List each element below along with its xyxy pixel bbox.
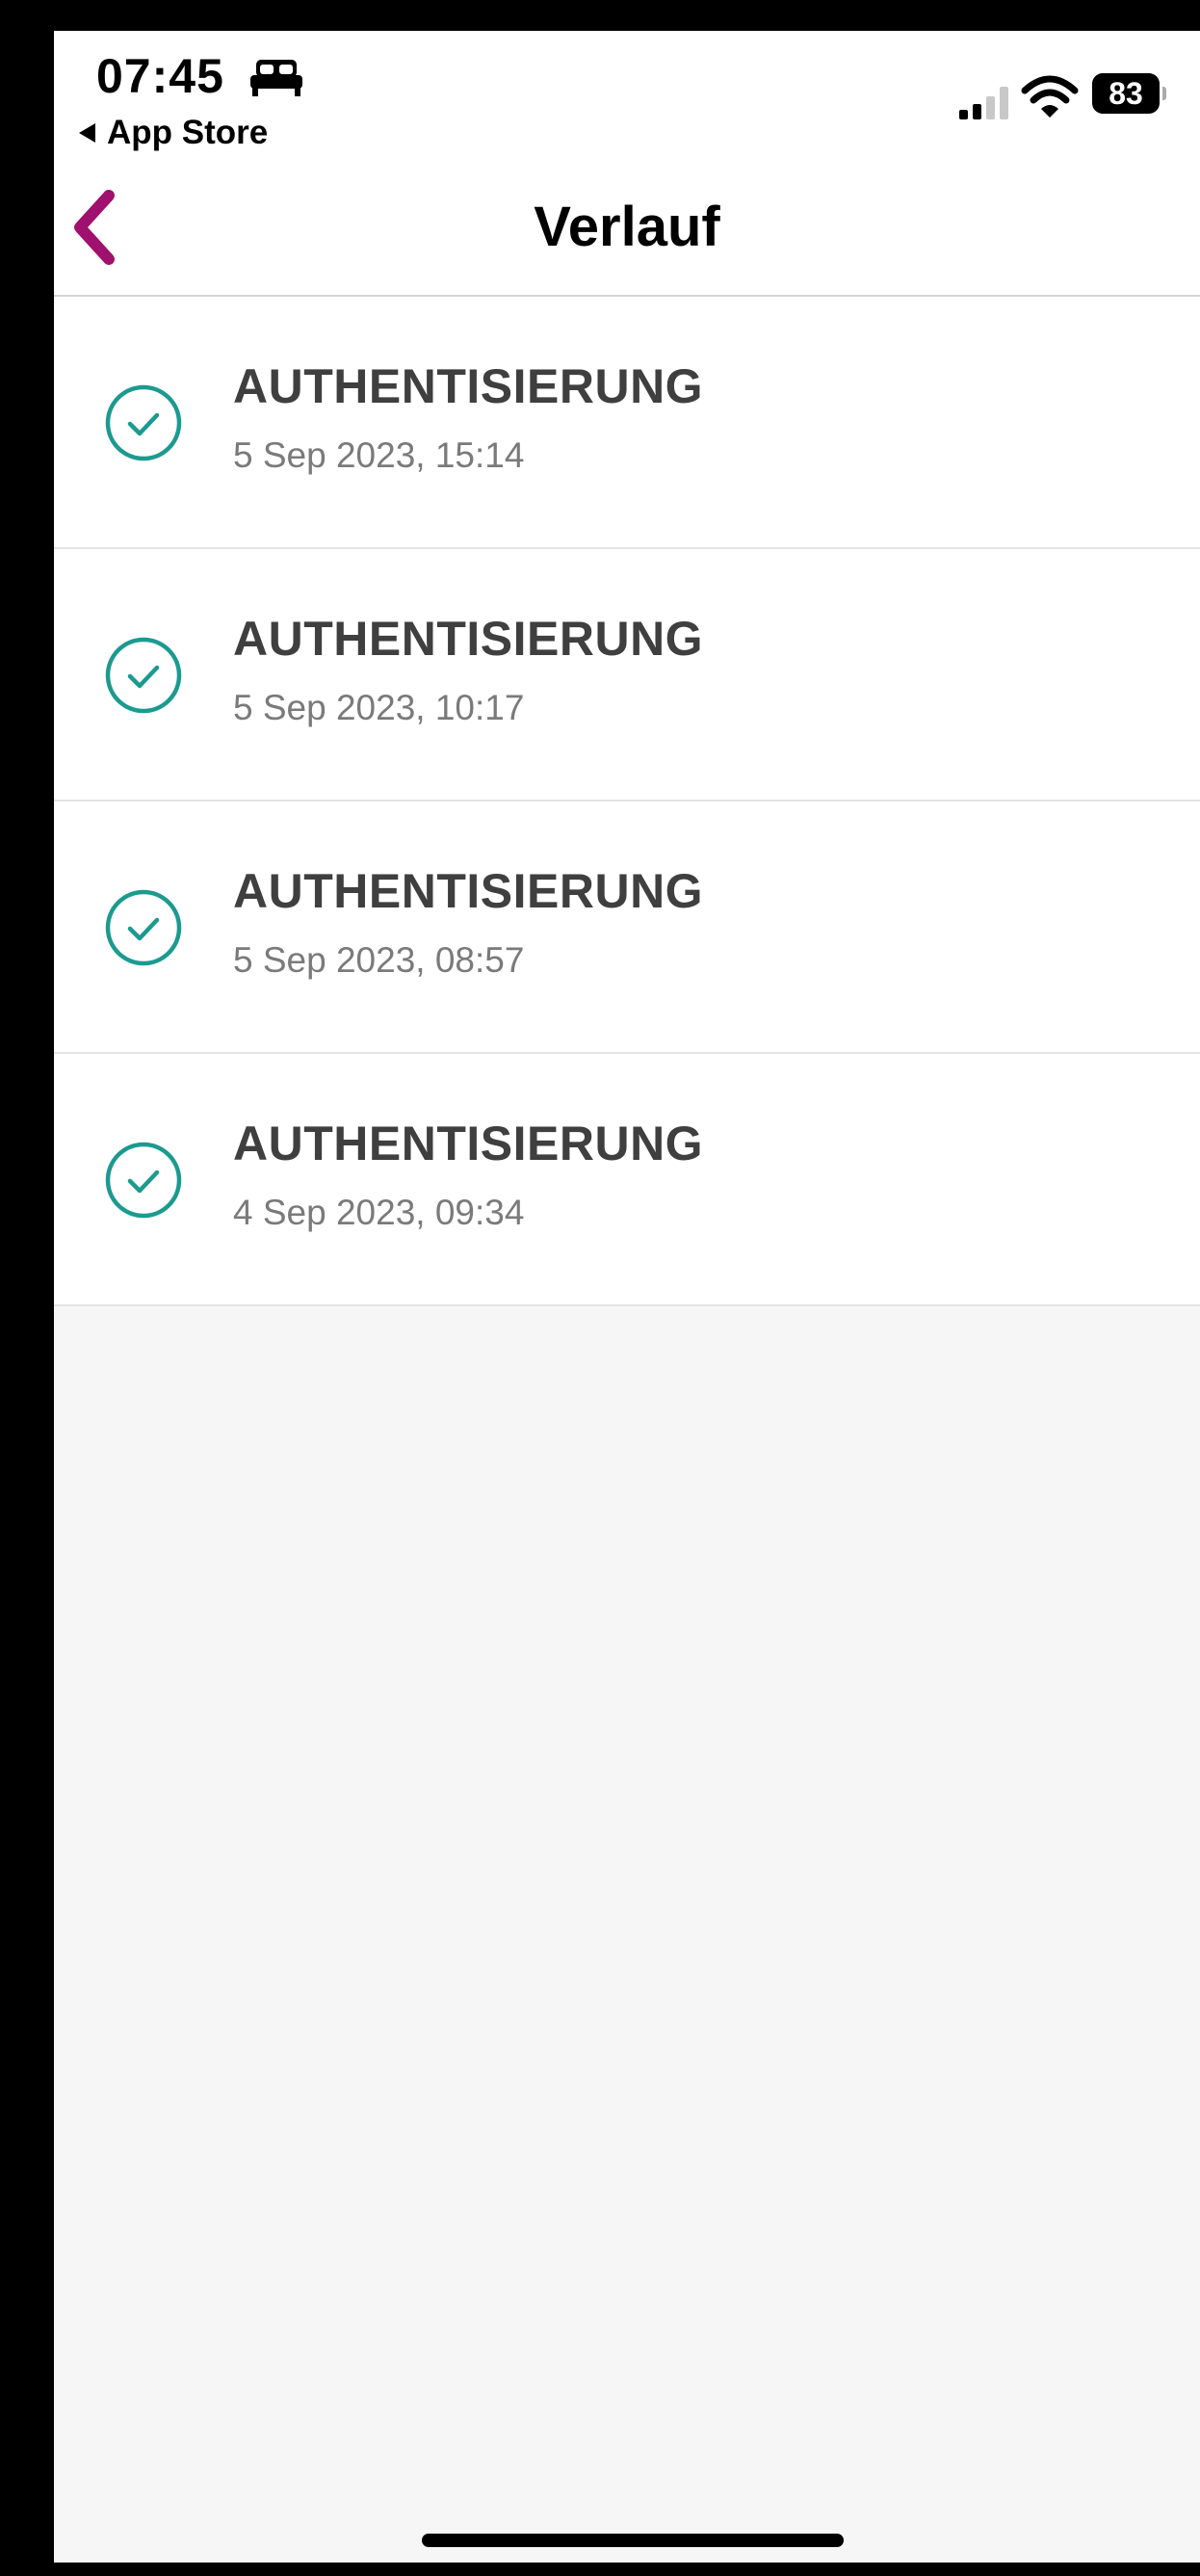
status-time: 07:45 [96, 49, 224, 103]
wifi-icon [1021, 73, 1079, 121]
history-item-title: AUTHENTISIERUNG [233, 359, 704, 413]
screen [54, 31, 1200, 2563]
history-item-date: 5 Sep 2023, 15:14 [233, 435, 525, 475]
home-indicator[interactable] [422, 2534, 844, 2547]
back-triangle-icon [79, 123, 95, 143]
history-item[interactable] [54, 1054, 1200, 1306]
check-circle-icon [104, 888, 183, 967]
bed-icon [248, 56, 304, 98]
cellular-signal-icon [957, 83, 1011, 125]
page-title: Verlauf [534, 196, 720, 258]
history-item-date: 4 Sep 2023, 09:34 [233, 1193, 525, 1232]
history-item[interactable] [54, 549, 1200, 802]
history-item-title: AUTHENTISIERUNG [233, 864, 704, 918]
history-item[interactable] [54, 802, 1200, 1054]
history-item-title: AUTHENTISIERUNG [233, 1117, 704, 1170]
history-item-date: 5 Sep 2023, 08:57 [233, 940, 525, 980]
back-to-app-store[interactable] [79, 114, 268, 152]
back-app-label: App Store [107, 114, 269, 151]
check-circle-icon [104, 636, 183, 715]
check-circle-icon [104, 1141, 183, 1220]
history-item-title: AUTHENTISIERUNG [233, 612, 704, 666]
check-circle-icon [104, 383, 183, 462]
top-bar [54, 31, 1200, 297]
battery-icon: 83 [1092, 73, 1160, 114]
history-item-date: 5 Sep 2023, 10:17 [233, 688, 525, 727]
history-list [54, 297, 1200, 1306]
history-item[interactable] [54, 297, 1200, 549]
